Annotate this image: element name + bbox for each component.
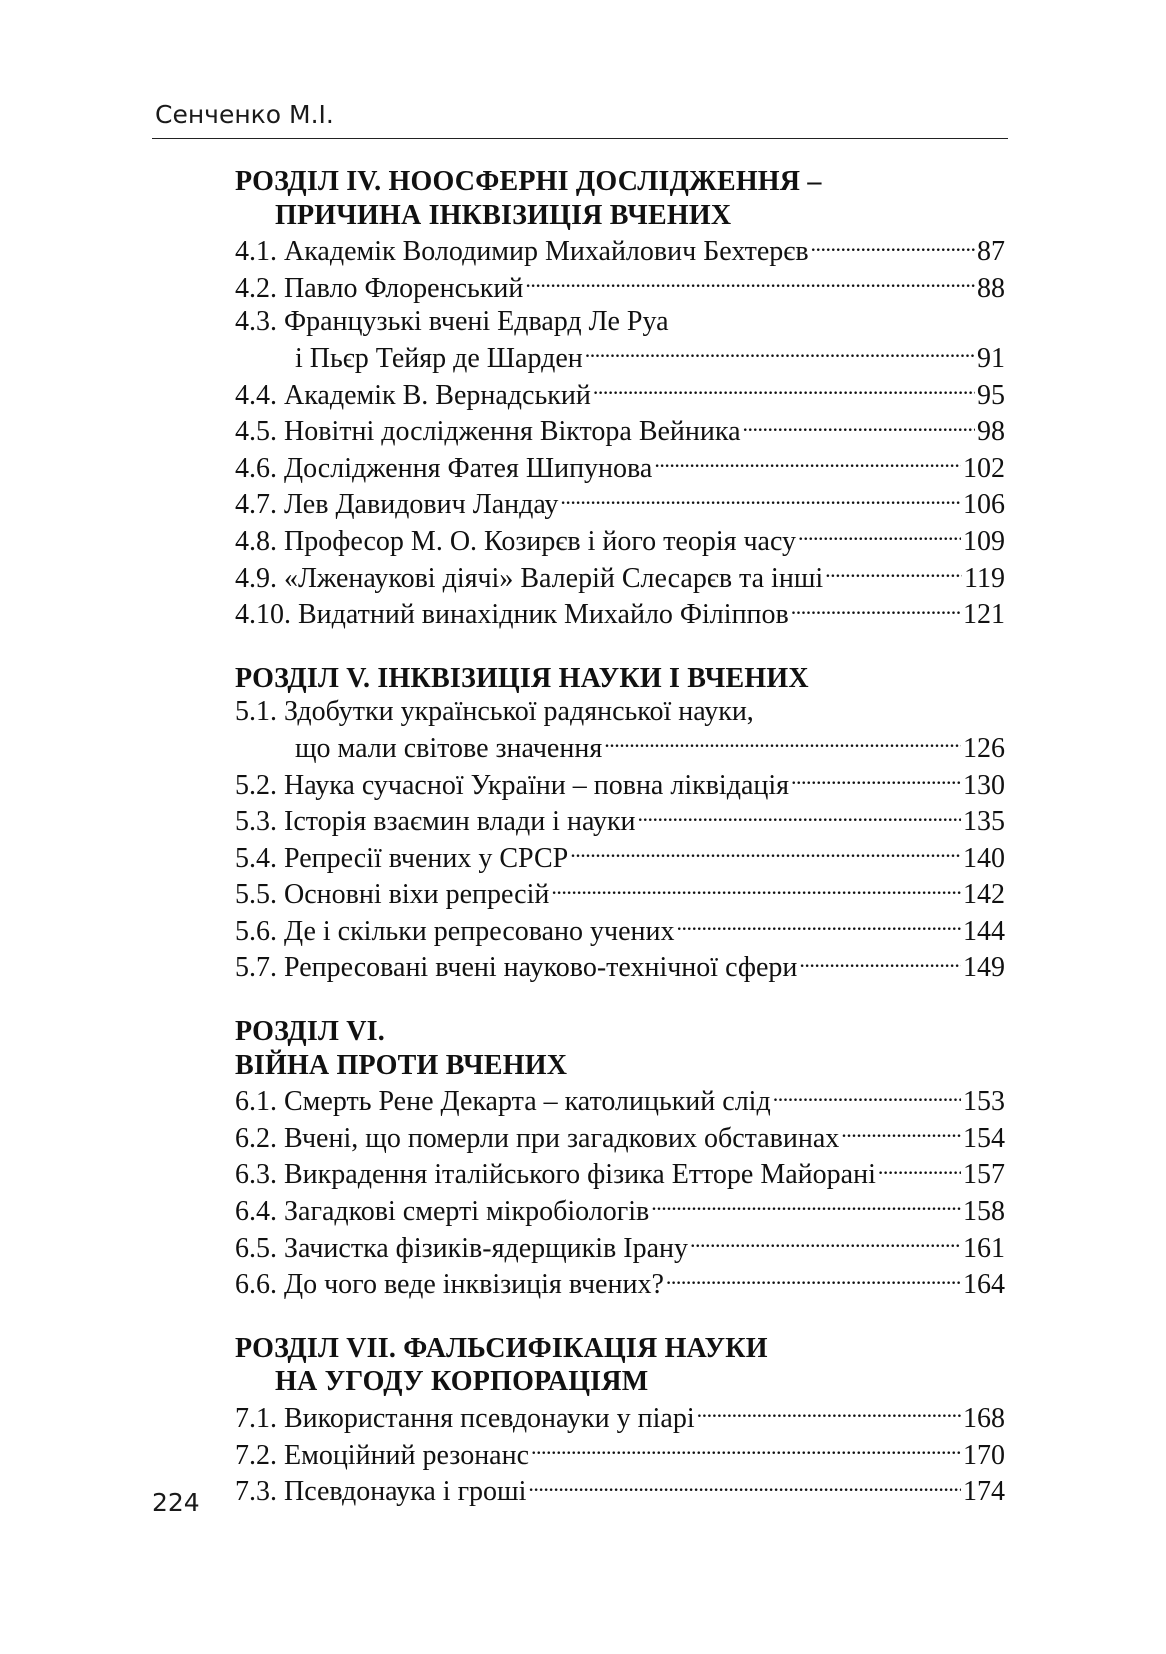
toc-entry-page: 130	[963, 769, 1005, 801]
toc-entry[interactable]	[235, 485, 1005, 522]
toc-entry-page: 142	[963, 879, 1005, 911]
toc-entry-page: 149	[963, 952, 1005, 984]
toc-entry[interactable]	[235, 522, 1005, 559]
toc-entry-page: 161	[963, 1232, 1005, 1264]
toc-entry-title: 4.4. Академік В. Вернадський	[235, 379, 591, 411]
section-vii	[235, 1332, 1005, 1509]
toc-entry[interactable]	[235, 1192, 1005, 1229]
toc-entry-title: і Пьєр Тейяр де Шарден	[295, 342, 583, 374]
toc-entry[interactable]	[235, 1229, 1005, 1266]
toc-entry-page: 157	[963, 1159, 1005, 1191]
toc-entry-page: 154	[963, 1122, 1005, 1154]
toc-entry[interactable]	[235, 1399, 1005, 1436]
toc-entry[interactable]	[235, 1436, 1005, 1473]
dot-leader	[570, 839, 961, 867]
toc-entry-page: 174	[963, 1476, 1005, 1508]
toc-entry-title: 4.6. Дослідження Фатея Шипунова	[235, 452, 653, 484]
header-rule	[152, 138, 1008, 139]
toc-entry-title: 5.2. Наука сучасної України – повна ліквідація	[235, 769, 790, 801]
toc-entry-page: 109	[963, 525, 1005, 557]
toc-entry-title: 4.7. Лев Давидович Ландау	[235, 489, 559, 521]
toc-entry-first-line: 4.3. Французькі вчені Едвард Ле Руа	[235, 306, 669, 338]
dot-leader	[593, 376, 975, 404]
dot-leader	[798, 522, 961, 550]
section-title	[235, 165, 1005, 232]
toc-entry[interactable]	[235, 376, 1005, 413]
section-title-line: РОЗДІЛ IV. НООСФЕРНІ ДОСЛІДЖЕННЯ –	[235, 166, 822, 197]
section-iv	[235, 165, 1005, 632]
dot-leader	[690, 1229, 961, 1257]
dot-leader	[773, 1082, 961, 1110]
toc-entry-title: 5.5. Основні віхи репресій	[235, 879, 550, 911]
section-title	[235, 1332, 1005, 1399]
toc-entry-page: 91	[977, 342, 1005, 374]
dot-leader	[697, 1399, 961, 1427]
toc-entry-title: 4.2. Павло Флоренський	[235, 272, 524, 304]
toc-entry-title: 4.8. Професор М. О. Козирєв і його теорія часу	[235, 525, 797, 557]
toc-entry-title: 6.1. Смерть Рене Декарта – католицький слід	[235, 1086, 771, 1118]
dot-leader	[791, 766, 961, 794]
toc-entry[interactable]	[235, 1472, 1005, 1509]
dot-leader	[878, 1155, 961, 1183]
toc-entry-title: 5.3. Історія взаємин влади і науки	[235, 806, 636, 838]
toc-entry-page: 106	[963, 489, 1005, 521]
toc-entry[interactable]	[235, 839, 1005, 876]
section-title-line: ВІЙНА ПРОТИ ВЧЕНИХ	[235, 1049, 568, 1081]
toc-entry[interactable]	[235, 729, 1005, 766]
toc-entry[interactable]	[235, 948, 1005, 985]
toc-entry-title: 4.10. Видатний винахідник Михайло Філіппов	[235, 599, 789, 631]
dot-leader	[531, 1436, 961, 1464]
toc-entry-page: 119	[964, 562, 1005, 594]
toc-entry-page: 144	[963, 915, 1005, 947]
dot-leader	[811, 232, 975, 260]
toc-entry-title: 4.9. «Лженаукові діячі» Валерій Слесарєв та інші	[235, 562, 824, 594]
toc-entry-page: 168	[963, 1403, 1005, 1434]
toc-entry-page: 158	[963, 1196, 1005, 1228]
toc-entry-title: 5.7. Репресовані вчені науково-технічної сфери	[235, 952, 798, 984]
dot-leader	[677, 912, 962, 940]
toc-entry-title: 6.3. Викрадення італійського фізика Етторе Майорані	[235, 1159, 876, 1191]
toc-entry-page: 170	[963, 1439, 1005, 1471]
section-title	[235, 662, 1005, 696]
toc-entry-title: 7.3. Псевдонаука і гроші	[235, 1476, 527, 1508]
dot-leader	[551, 875, 961, 903]
toc-entry[interactable]	[235, 232, 1005, 269]
toc-entry[interactable]	[235, 875, 1005, 912]
toc-entry-title: 4.1. Академік Володимир Михайлович Бехтерєв	[235, 236, 809, 268]
dot-leader	[666, 1265, 961, 1293]
toc-entry-page: 140	[963, 842, 1005, 874]
toc-entry-page: 135	[963, 806, 1005, 838]
toc-entry-page: 153	[963, 1086, 1005, 1118]
dot-leader	[799, 948, 961, 976]
dot-leader	[841, 1119, 961, 1147]
toc-entry[interactable]	[235, 802, 1005, 839]
toc-entry[interactable]	[235, 339, 1005, 376]
toc-entry[interactable]	[235, 559, 1005, 596]
dot-leader	[651, 1192, 961, 1220]
toc-entry-title: 6.2. Вчені, що померли при загадкових обставинах	[235, 1122, 840, 1154]
toc-entry[interactable]	[235, 912, 1005, 949]
section-v	[235, 662, 1005, 985]
section-title-line: РОЗДІЛ VI.	[235, 1016, 385, 1048]
section-title-line: РОЗДІЛ V. ІНКВІЗИЦІЯ НАУКИ І ВЧЕНИХ	[235, 662, 809, 694]
toc-entry-page: 87	[977, 236, 1005, 268]
toc-entry-first-line: 5.1. Здобутки української радянської науки,	[235, 696, 754, 728]
dot-leader	[528, 1472, 961, 1500]
toc-entry-page: 95	[977, 379, 1005, 411]
dot-leader	[743, 412, 976, 440]
section-title-line: НА УГОДУ КОРПОРАЦІЯМ	[275, 1366, 649, 1398]
dot-leader	[560, 485, 961, 513]
toc-entry-title: 5.4. Репресії вчених у СРСР	[235, 842, 569, 874]
section-title-line: РОЗДІЛ VII. ФАЛЬСИФІКАЦІЯ НАУКИ	[235, 1332, 768, 1364]
toc-entry-page: 126	[963, 732, 1005, 764]
dot-leader	[638, 802, 961, 830]
toc-entry[interactable]	[235, 449, 1005, 486]
toc-entry[interactable]	[235, 1155, 1005, 1192]
toc-entry-title: 4.5. Новітні дослідження Віктора Вейника	[235, 416, 741, 448]
toc-entry[interactable]	[235, 1119, 1005, 1156]
section-title-line: ПРИЧИНА ІНКВІЗИЦІЯ ВЧЕНИХ	[275, 199, 732, 231]
toc-entry-title: 5.6. Де і скільки репресовано учених	[235, 915, 675, 947]
toc-entry-title: 6.4. Загадкові смерті мікробіологів	[235, 1196, 650, 1228]
dot-leader	[585, 339, 975, 367]
toc-entry-page: 88	[977, 272, 1005, 304]
dot-leader	[604, 729, 961, 757]
toc-entry-title: 6.6. До чого веде інквізиція вчених?	[235, 1269, 664, 1301]
dot-leader	[825, 559, 962, 587]
toc-entry-title: 7.2. Емоційний резонанс	[235, 1439, 530, 1471]
toc-entry-page: 164	[963, 1269, 1005, 1301]
dot-leader	[525, 269, 975, 297]
page-number: 224	[152, 1488, 200, 1517]
section-vi	[235, 1015, 1005, 1302]
toc-entry-title: 7.1. Використання псевдонауки у піарі	[235, 1403, 695, 1434]
dot-leader	[654, 449, 961, 477]
toc-entry[interactable]	[235, 595, 1005, 632]
running-header: Сенченко М.І.	[155, 100, 334, 129]
table-of-contents	[235, 165, 1005, 1539]
toc-entry[interactable]	[235, 1265, 1005, 1302]
toc-entry[interactable]	[235, 766, 1005, 803]
toc-entry-title: 6.5. Зачистка фізиків-ядерщиків Ірану	[235, 1232, 689, 1264]
toc-entry-page: 98	[977, 416, 1005, 448]
toc-entry-page: 121	[963, 599, 1005, 631]
section-title	[235, 1015, 1005, 1082]
toc-entry[interactable]	[235, 269, 1005, 306]
toc-entry-title: що мали світове значення	[295, 732, 603, 764]
toc-entry-page: 102	[963, 452, 1005, 484]
toc-entry[interactable]	[235, 412, 1005, 449]
dot-leader	[791, 595, 961, 623]
toc-entry[interactable]	[235, 1082, 1005, 1119]
